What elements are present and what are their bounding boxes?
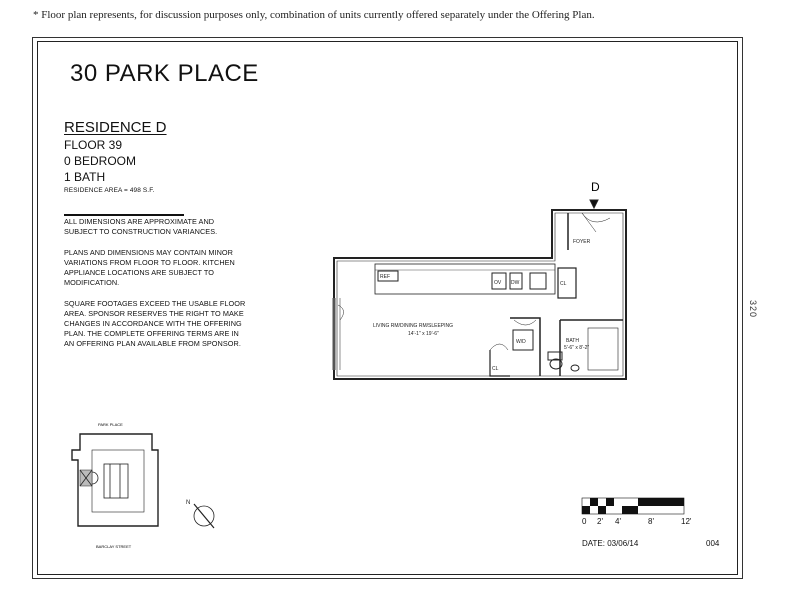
scale-label-12: 12' xyxy=(681,517,692,526)
appliance-dw: DW xyxy=(511,280,520,286)
disclaimer-text: * Floor plan represents, for discussion purposes only, combination of units currently offered separately under the Offering Plan. xyxy=(33,9,595,21)
bath-label: 1 BATH xyxy=(64,170,106,184)
floor-plan xyxy=(330,180,630,385)
room-closet-2: CL xyxy=(492,366,499,372)
appliance-ov: OV xyxy=(494,280,502,286)
unit-letter: D xyxy=(591,180,600,194)
room-living: LIVING RM/DINING RM/SLEEPING xyxy=(373,323,454,329)
note-dimensions: ALL DIMENSIONS ARE APPROXIMATE AND SUBJECT TO CONSTRUCTION VARIANCES. xyxy=(64,217,218,236)
street-bottom-label: BARCLAY STREET xyxy=(96,544,132,549)
appliance-ref: REF xyxy=(380,274,390,280)
plan-code: 004 xyxy=(706,539,720,548)
sheet-number: 320 xyxy=(748,300,758,319)
notes-block xyxy=(64,217,249,360)
residence-title: RESIDENCE D xyxy=(64,119,167,136)
room-wd: W/D xyxy=(516,339,526,345)
room-bath: BATH xyxy=(566,338,579,344)
svg-text:N: N xyxy=(186,500,191,506)
residence-area: RESIDENCE AREA = 498 S.F. xyxy=(64,187,155,194)
note-variations: PLANS AND DIMENSIONS MAY CONTAIN MINOR VARIATIONS FROM FLOOR TO FLOOR. KITCHEN APPLIANCE LOCATIONS ARE SUBJECT TO MODIFICATION. xyxy=(64,248,235,287)
floor-label: FLOOR 39 xyxy=(64,138,123,152)
scale-label-4: 4' xyxy=(615,517,621,526)
key-plan xyxy=(70,420,230,552)
building-title: 30 PARK PLACE xyxy=(70,60,259,87)
room-foyer: FOYER xyxy=(573,239,591,245)
bedroom-label: 0 BEDROOM xyxy=(64,154,137,168)
north-arrow-icon xyxy=(186,500,214,528)
room-bath-dims: 5'-6" x 8'-2" xyxy=(564,345,590,351)
scale-label-8: 8' xyxy=(648,517,654,526)
room-closet: CL xyxy=(560,281,567,287)
street-top-label: PARK PLACE xyxy=(98,422,123,427)
scale-label-2: 2' xyxy=(597,517,603,526)
plan-date: DATE: 03/06/14 xyxy=(582,539,639,548)
note-square-footage: SQUARE FOOTAGES EXCEED THE USABLE FLOOR AREA. SPONSOR RESERVES THE RIGHT TO MAKE CHANGES IN ACCORDANCE WITH THE OFFERING PLAN. THE COMPLETE OFFERING TERMS ARE IN AN OFFERING PLAN AVAILABLE FROM SPONSOR. xyxy=(64,299,246,348)
notes-rule xyxy=(64,214,184,216)
room-living-dims: 14'-1" x 19'-6" xyxy=(408,331,439,337)
scale-label-0: 0 xyxy=(582,517,587,526)
scale-bar xyxy=(580,492,690,516)
